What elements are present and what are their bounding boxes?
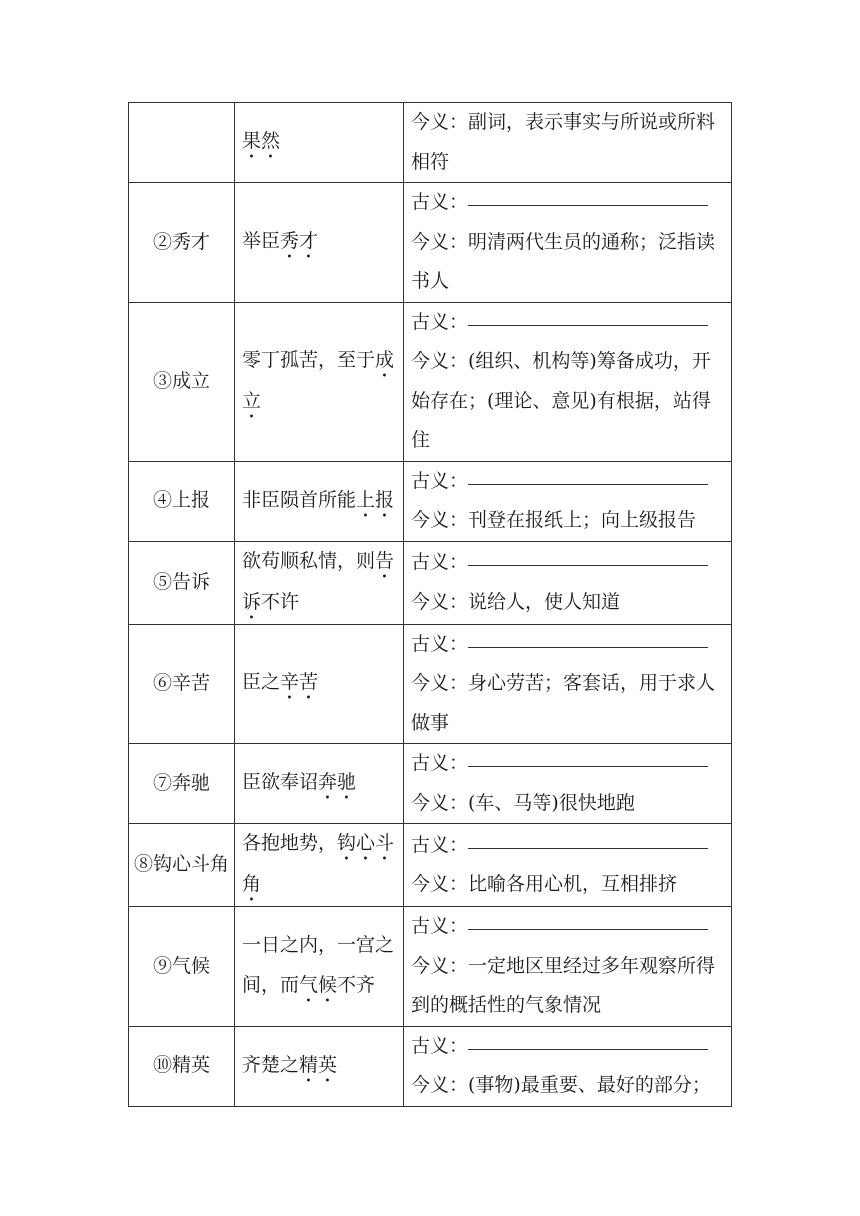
answer-blank[interactable] xyxy=(468,204,708,206)
sentence-text: 不许 xyxy=(261,590,300,613)
answer-blank[interactable] xyxy=(468,646,708,648)
modern-meaning-text: 一定地区里经过多年观察所得到的概括性的气象情况 xyxy=(411,954,716,1016)
ancient-meaning-line xyxy=(411,462,727,502)
answer-blank[interactable] xyxy=(468,324,708,326)
emphasized-word: 奔驰 xyxy=(318,771,357,793)
table-row xyxy=(129,541,732,624)
modern-meaning-line xyxy=(411,103,727,182)
answer-blank[interactable] xyxy=(468,564,708,566)
answer-blank[interactable] xyxy=(468,1048,708,1050)
sentence-text: 非臣陨首所能 xyxy=(242,488,357,511)
table-row xyxy=(129,824,732,907)
ancient-meaning-label: 古义： xyxy=(411,632,469,655)
term-cell: ⑥辛苦 xyxy=(129,624,235,744)
emphasized-word: 告诉 xyxy=(242,549,395,613)
answer-blank[interactable] xyxy=(468,765,708,767)
emphasized-word: 果然 xyxy=(242,130,281,152)
sentence-text: 各抱地势， xyxy=(242,832,338,854)
emphasized-word: 辛苦 xyxy=(280,671,319,694)
meaning-cell xyxy=(404,824,732,907)
modern-meaning-line xyxy=(411,583,727,623)
term-cell: ⑧钩心斗角 xyxy=(129,824,235,907)
term-cell: ⑤告诉 xyxy=(129,541,235,624)
ancient-meaning-label: 古义： xyxy=(411,551,469,573)
example-sentence-cell xyxy=(235,183,404,303)
modern-meaning-line xyxy=(411,1066,727,1106)
meaning-cell xyxy=(404,103,732,183)
ancient-meaning-line xyxy=(411,744,727,784)
example-sentence-cell xyxy=(235,1026,404,1106)
modern-meaning-line xyxy=(411,342,727,461)
answer-blank[interactable] xyxy=(468,483,708,485)
modern-meaning-label: 今义： xyxy=(411,954,469,977)
vocab-table-body xyxy=(129,103,732,1107)
emphasized-word: 气候 xyxy=(299,973,338,996)
meaning-cell xyxy=(404,461,732,541)
ancient-meaning-label: 古义： xyxy=(411,833,469,856)
meaning-cell xyxy=(404,183,732,303)
modern-meaning-text: 明清两代生员的通称；泛指读书人 xyxy=(411,230,716,292)
sentence-text: 一日之内，一宫之间，而 xyxy=(242,934,395,996)
modern-meaning-label: 今义： xyxy=(411,1074,469,1096)
emphasized-word: 秀才 xyxy=(280,229,319,252)
modern-meaning-text: 副词，表示事实与所说或所料相符 xyxy=(411,111,716,173)
table-row xyxy=(129,302,732,461)
modern-meaning-label: 今义： xyxy=(411,672,469,694)
emphasized-word: 上报 xyxy=(356,488,395,511)
example-sentence-cell xyxy=(235,624,404,744)
ancient-meaning-line xyxy=(411,303,727,343)
ancient-meaning-line xyxy=(411,826,727,866)
modern-meaning-text: 身心劳苦；客套话，用于求人做事 xyxy=(411,672,716,734)
modern-meaning-label: 今义： xyxy=(411,111,469,133)
term-cell: ⑦奔驰 xyxy=(129,744,235,824)
ancient-meaning-label: 古义： xyxy=(411,191,469,213)
ancient-meaning-label: 古义： xyxy=(411,310,469,333)
modern-meaning-line xyxy=(411,865,727,905)
modern-meaning-label: 今义： xyxy=(411,509,469,531)
meaning-cell xyxy=(404,907,732,1027)
ancient-meaning-label: 古义： xyxy=(411,1034,469,1057)
term-cell xyxy=(129,103,235,183)
modern-meaning-label: 今义： xyxy=(411,791,469,814)
table-row xyxy=(129,624,732,744)
meaning-cell xyxy=(404,744,732,824)
meaning-cell xyxy=(404,541,732,624)
term-cell: ④上报 xyxy=(129,461,235,541)
example-sentence-cell xyxy=(235,907,404,1027)
modern-meaning-text: 说给人，使人知道 xyxy=(468,590,621,613)
example-sentence-cell xyxy=(235,103,404,183)
sentence-text: 举臣 xyxy=(242,229,281,252)
table-row xyxy=(129,1026,732,1106)
term-cell: ②秀才 xyxy=(129,183,235,303)
modern-meaning-line xyxy=(411,947,727,1026)
modern-meaning-text: 比喻各用心机，互相排挤 xyxy=(468,873,678,895)
modern-meaning-line xyxy=(411,223,727,302)
ancient-meaning-label: 古义： xyxy=(411,915,469,937)
modern-meaning-text: (组织、机构等)筹备成功，开始存在；(理论、意见)有根据，站得住 xyxy=(411,350,711,451)
ancient-meaning-line xyxy=(411,183,727,223)
example-sentence-cell xyxy=(235,302,404,461)
ancient-meaning-line xyxy=(411,543,727,583)
table-row xyxy=(129,461,732,541)
ancient-meaning-line xyxy=(411,1027,727,1067)
modern-meaning-text: 刊登在报纸上；向上级报告 xyxy=(468,509,697,531)
modern-meaning-label: 今义： xyxy=(411,350,469,372)
sentence-text: 欲苟顺私情，则 xyxy=(242,549,376,572)
ancient-meaning-label: 古义： xyxy=(411,469,469,492)
term-cell: ③成立 xyxy=(129,302,235,461)
modern-meaning-label: 今义： xyxy=(411,873,469,895)
vocab-table xyxy=(128,102,732,1107)
ancient-meaning-line xyxy=(411,625,727,665)
ancient-meaning-label: 古义： xyxy=(411,752,469,774)
sentence-text: 零丁孤苦，至于 xyxy=(242,348,376,371)
term-cell: ⑨气候 xyxy=(129,907,235,1027)
modern-meaning-text: (事物)最重要、最好的部分； xyxy=(468,1074,711,1096)
example-sentence-cell xyxy=(235,541,404,624)
answer-blank[interactable] xyxy=(468,928,708,930)
sentence-text: 臣欲奉诏 xyxy=(242,771,319,793)
meaning-cell xyxy=(404,624,732,744)
example-sentence-cell xyxy=(235,744,404,824)
modern-meaning-line xyxy=(411,501,727,541)
modern-meaning-line xyxy=(411,664,727,743)
table-row xyxy=(129,907,732,1027)
meaning-cell xyxy=(404,302,732,461)
emphasized-word: 精英 xyxy=(299,1053,338,1076)
example-sentence-cell xyxy=(235,461,404,541)
modern-meaning-text: (车、马等)很快地跑 xyxy=(468,791,635,814)
table-row xyxy=(129,103,732,183)
example-sentence-cell xyxy=(235,824,404,907)
table-row xyxy=(129,183,732,303)
table-row xyxy=(129,744,732,824)
meaning-cell xyxy=(404,1026,732,1106)
sentence-text: 不齐 xyxy=(337,973,376,996)
sentence-text: 齐楚之 xyxy=(242,1053,300,1076)
modern-meaning-label: 今义： xyxy=(411,230,469,253)
modern-meaning-line xyxy=(411,784,727,824)
answer-blank[interactable] xyxy=(468,847,708,849)
ancient-meaning-line xyxy=(411,907,727,947)
term-cell: ⑩精英 xyxy=(129,1026,235,1106)
emphasized-word: 钩心斗角 xyxy=(242,832,395,895)
emphasized-word: 成立 xyxy=(242,348,395,412)
modern-meaning-label: 今义： xyxy=(411,590,469,613)
sentence-text: 臣之 xyxy=(242,671,281,694)
